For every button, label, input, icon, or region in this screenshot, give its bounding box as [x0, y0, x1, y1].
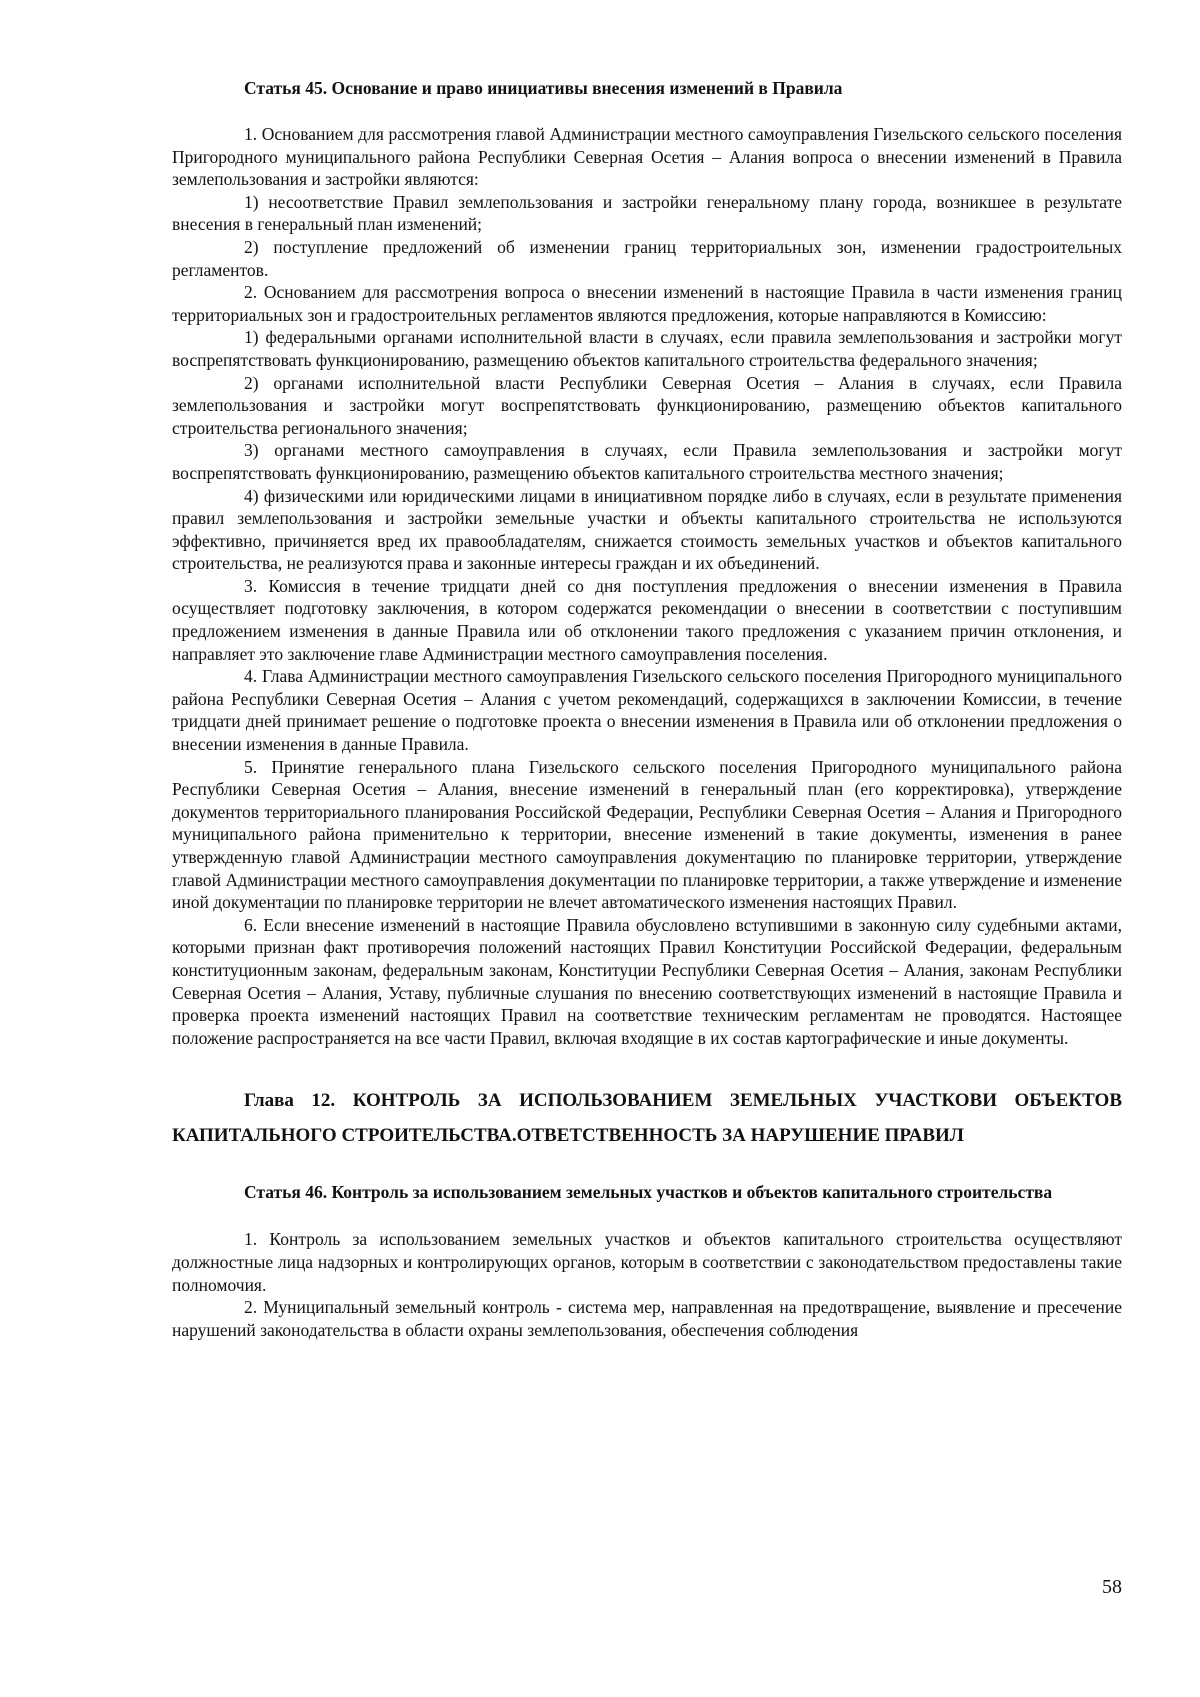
- paragraph: 3. Комиссия в течение тридцати дней со дня поступления предложения о внесении изменения в Правила осуществляет подготовку заключения, в котором содержатся рекомендации о внесении в соответствии с поступившим предложением изменения в данные Правила или об отклонении такого предложения с указанием причин отклонения, и направляет это заключение главе Администрации местного самоуправления поселения.: [172, 575, 1122, 664]
- paragraph: 1) федеральными органами исполнительной власти в случаях, если правила землепользования и застройки могут воспрепятствовать функционированию, размещению объектов капитального строительства федерального значения;: [172, 327, 1122, 370]
- paragraph: 2) органами исполнительной власти Республики Северная Осетия – Алания в случаях, если Правила землепользования и застройки могут воспрепятствовать функционированию, размещению объектов капитального строительства регионального значения;: [172, 372, 1122, 438]
- article-46-body: [172, 1228, 1122, 1341]
- page-number: 58: [1102, 1576, 1122, 1598]
- paragraph: 5. Принятие генерального плана Гизельского сельского поселения Пригородного муниципального района Республики Северная Осетия – Алания, внесение изменений в генеральный план (его корректировка), утверждение документов территориального планирования Российской Федерации, Республики Северная Осетия – Алания и Пригородного муниципального района применительно к территории, внесение изменений в такие документы, изменения в ранее утвержденную главой Администрации местного самоуправления документацию по планировке территории, утверждение главой Администрации местного самоуправления документации по планировке территории, а также утверждение и изменение иной документации по планировке территории не влечет автоматического изменения настоящих Правил.: [172, 756, 1122, 913]
- paragraph: 1. Контроль за использованием земельных участков и объектов капитального строительства осуществляют должностные лица надзорных и контролирующих органов, которым в соответствии с законодательством предоставлены такие полномочия.: [172, 1229, 1122, 1295]
- article-45-title: Статья 45. Основание и право инициативы внесения изменений в Правила: [244, 78, 843, 98]
- paragraph: 3) органами местного самоуправления в случаях, если Правила землепользования и застройки могут воспрепятствовать функционированию, размещению объектов капитального строительства местного значения;: [172, 440, 1122, 483]
- article-45-body: [172, 123, 1122, 1049]
- paragraph: 2) поступление предложений об изменении границ территориальных зон, изменении градостроительных регламентов.: [172, 236, 1122, 280]
- paragraph: 1) несоответствие Правил землепользования и застройки генеральному плану города, возникшее в результате внесения в генеральный план изменений;: [172, 191, 1122, 235]
- paragraph: 4) физическими или юридическими лицами в инициативном порядке либо в случаях, если в результате применения правил землепользования и застройки земельные участки и объекты капитального строительства не используются эффективно, причиняется вред их правообладателям, снижается стоимость земельных участков и объектов капитального строительства, не реализуются права и законные интересы граждан и их объединений.: [172, 485, 1122, 574]
- paragraph: 2. Основанием для рассмотрения вопроса о внесении изменений в настоящие Правила в части изменения границ территориальных зон и градостроительных регламентов являются предложения, которые направляются в Комиссию:: [172, 282, 1122, 325]
- paragraph: 6. Если внесение изменений в настоящие Правила обусловлено вступившими в законную силу судебными актами, которыми признан факт противоречия положений настоящих Правил Конституции Российской Федерации, федеральным конституционным законам, федеральным законам, Конституции Республики Северная Осетия – Алания, законам Республики Северная Осетия – Алания, Уставу, публичные слушания по внесению соответствующих изменений в настоящие Правила и проверка проекта изменений настоящих Правил на соответствие техническим регламентам не проводятся. Настоящее положение распространяется на все части Правил, включая входящие в их состав картографические и иные документы.: [172, 914, 1122, 1048]
- paragraph: 4. Глава Администрации местного самоуправления Гизельского сельского поселения Пригородного муниципального района Республики Северная Осетия – Алания с учетом рекомендаций, содержащихся в заключении Комиссии, в течение тридцати дней принимает решение о подготовке проекта о внесении изменения в Правила или об отклонении предложения о внесении изменения в данные Правила.: [172, 666, 1122, 755]
- paragraph: 1. Основанием для рассмотрения главой Администрации местного самоуправления Гизельского сельского поселения Пригородного муниципального района Республики Северная Осетия – Алания вопроса о внесении изменений в Правила землепользования и застройки являются:: [172, 124, 1122, 190]
- chapter-12-title: Глава 12. КОНТРОЛЬ ЗА ИСПОЛЬЗОВАНИЕМ ЗЕМЕЛЬНЫХ УЧАСТКОВИ ОБЪЕКТОВ КАПИТАЛЬНОГО СТРОИТЕЛЬСТВА.ОТВЕТСТВЕННОСТЬ ЗА НАРУШЕНИЕ ПРАВИЛ: [172, 1090, 1122, 1147]
- article-46-title: Статья 46. Контроль за использованием земельных участков и объектов капитального строительства: [244, 1182, 1053, 1203]
- paragraph: 2. Муниципальный земельный контроль - система мер, направленная на предотвращение, выявление и пресечение нарушений законодательства в области охраны землепользования, обеспечения соблюдения: [172, 1297, 1122, 1340]
